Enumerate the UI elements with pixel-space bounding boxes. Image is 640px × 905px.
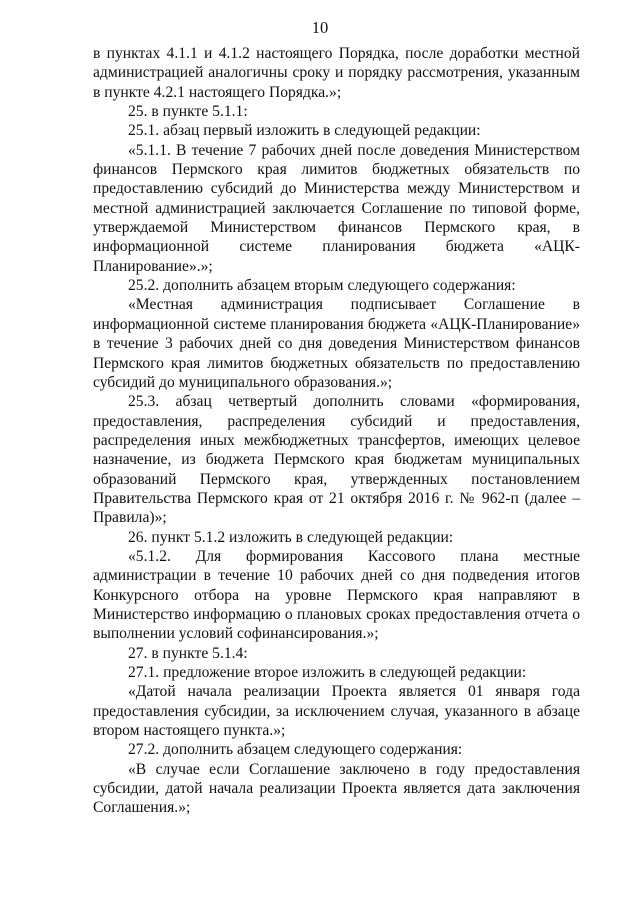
- paragraph-quote-5-1-1: «5.1.1. В течение 7 рабочих дней после доведения Министерством финансов Пермского края лимитов бюджетных обязательств по предоставлению субсидий до Министерства между Министерством и местной администрацией заключается Соглашение по типовой форме, утверждаемой Министерством финансов Пермского края, в информационной системе планирования бюджета «АЦК-Планирование».»;: [93, 141, 580, 275]
- paragraph-item-25-1: 25.1. абзац первый изложить в следующей редакции:: [128, 122, 481, 140]
- paragraph-item-25: 25. в пункте 5.1.1:: [128, 103, 248, 121]
- paragraph-quote-local-admin: «Местная администрация подписывает Соглашение в информационной системе планирования бюджета «АЦК-Планирование» в течение 3 рабочих дней со дня доведения Министерством финансов Пермского края лимитов бюджетных обязательств по предоставлению субсидий до муниципального образования.»;: [93, 296, 580, 391]
- paragraph-continuation: в пунктах 4.1.1 и 4.1.2 настоящего Порядка, после доработки местной администрацией аналогичны сроку и порядку рассмотрения, указанным в пункте 4.2.1 настоящего Порядка.»;: [93, 45, 580, 101]
- paragraph-item-26: 26. пункт 5.1.2 изложить в следующей редакции:: [128, 528, 454, 546]
- paragraph-item-27: 27. в пункте 5.1.4:: [128, 644, 248, 662]
- paragraph-quote-5-1-2: «5.1.2. Для формирования Кассового плана местные администрации в течение 10 рабочих дней со дня подведения итогов Конкурсного отбора на уровне Пермского края направляют в Министерство информацию о плановых сроках предоставления отчета о выполнении условий софинансирования.»;: [93, 547, 580, 643]
- paragraph-item-27-2: 27.2. дополнить абзацем следующего содержания:: [128, 741, 463, 759]
- paragraph-item-25-3: 25.3. абзац четвертый дополнить словами «формирования, предоставления, распределения субсидий и предоставления, распределения иных межбюджетных трансфертов, имеющих целевое назначение, из бюджета Пермского края бюджетам муниципальных образований Пермского края, утвержденных постановлением Правительства Пермского края от 21 октября 2016 г. № 962-п (далее – Правила)»;: [93, 393, 580, 527]
- paragraph-item-25-2: 25.2. дополнить абзацем вторым следующего содержания:: [128, 277, 516, 295]
- paragraph-item-27-1: 27.1. предложение второе изложить в следующей редакции:: [128, 664, 527, 681]
- paragraph-quote-start-date: «Датой начала реализации Проекта является 01 января года предоставления субсидии, за исключением случая, указанного в абзаце втором настоящего пункта.»;: [93, 683, 580, 740]
- page-number: 10: [311, 18, 329, 37]
- paragraph-quote-agreement-date: «В случае если Соглашение заключено в году предоставления субсидии, датой начала реализации Проекта является дата заключения Соглашения.»;: [93, 760, 580, 817]
- document-body: [93, 44, 580, 818]
